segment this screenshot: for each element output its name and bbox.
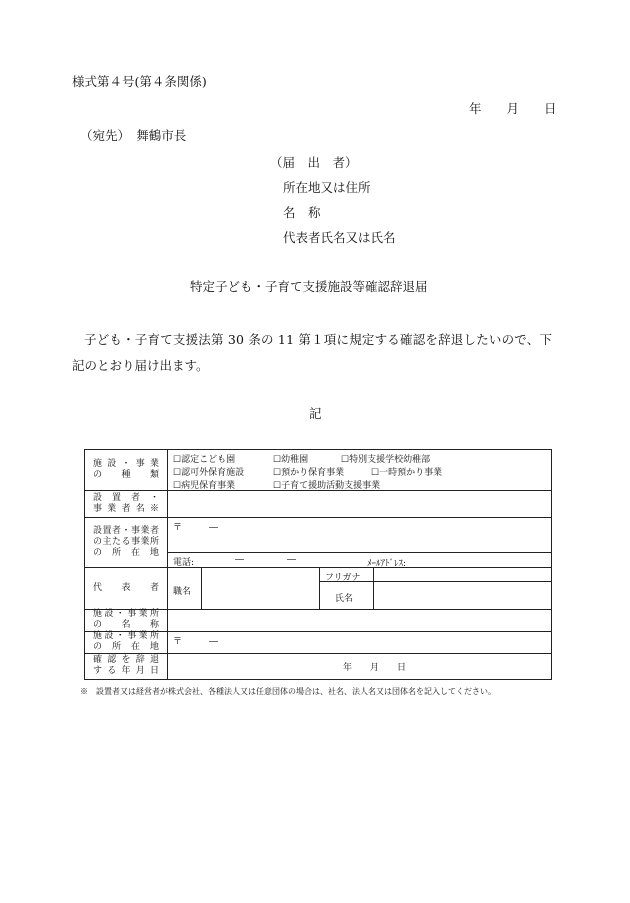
- application-table: [84, 449, 552, 680]
- facility-name-field[interactable]: [169, 611, 549, 629]
- furigana-field[interactable]: [375, 569, 549, 580]
- full-name-label: 氏名: [335, 594, 354, 604]
- operator-name-label: 設 置 者 ・ 事業者名※: [93, 492, 159, 514]
- body-text-line-2: 記のとおり届け出ます。: [72, 358, 209, 373]
- phone-separator-2: ―: [287, 555, 296, 565]
- footnote: ※ 設置者又は経営者が株式会社、各種法人又は任意団体の場合は、社名、法人名又は団体名を記入してください。: [80, 687, 496, 696]
- checkbox-kosodate-enjo[interactable]: ☐子育て援助活動支援事業: [273, 481, 381, 491]
- main-office-postal-field[interactable]: 〒 ―: [173, 523, 219, 533]
- checkbox-ichiji-azukari[interactable]: ☐一時預かり事業: [371, 468, 443, 478]
- representative-label: 代 表 者: [93, 582, 159, 593]
- facility-address-label: 施設・事業所 の 所 在 地: [93, 631, 159, 652]
- checkbox-tokubetsu-shien[interactable]: ☐特別支援学校幼稚部: [341, 455, 431, 465]
- facility-name-label: 施設・事業所 の 名 称: [93, 609, 159, 630]
- notifier-name-label: 名 称: [283, 205, 321, 220]
- notifier-address-label: 所在地又は住所: [283, 180, 371, 195]
- operator-name-field[interactable]: [169, 492, 549, 515]
- checkbox-youchien[interactable]: ☐幼稚園: [273, 455, 309, 465]
- ki-heading: 記: [309, 406, 322, 421]
- facility-postal-field[interactable]: 〒 ―: [173, 637, 219, 647]
- addressee: （宛先） 舞鶴市長: [80, 128, 187, 143]
- full-name-field[interactable]: [375, 583, 549, 607]
- main-office-address-label: 設置者・事業者 の主たる事業所 の 所 在 地: [93, 525, 159, 558]
- submission-date[interactable]: 年 月 日: [469, 101, 557, 116]
- form-number: 様式第４号(第４条関係): [72, 74, 207, 89]
- phone-label: 電話:: [173, 558, 195, 568]
- document-title: 特定子ども・子育て支援施設等確認辞退届: [190, 279, 428, 294]
- withdrawal-date-label: 確認を辞退 する年月日: [93, 655, 159, 676]
- job-title-label: 職名: [173, 587, 192, 597]
- notifier-representative-label: 代表者氏名又は氏名: [283, 230, 396, 245]
- phone-separator-1: ―: [235, 555, 244, 565]
- checkbox-azukari-hoiku[interactable]: ☐預かり保育事業: [273, 468, 345, 478]
- facility-type-label: 施設・事業 の 種 類: [93, 459, 159, 480]
- checkbox-ninkagai-hoiku[interactable]: ☐認可外保育施設: [173, 468, 245, 478]
- withdrawal-date-field[interactable]: 年 月 日: [343, 663, 407, 673]
- checkbox-byouji-hoiku[interactable]: ☐病児保育事業: [173, 481, 236, 491]
- email-label: ﾒｰﾙｱﾄﾞﾚｽ:: [367, 559, 407, 569]
- furigana-label: フリガナ: [325, 573, 361, 583]
- job-title-field[interactable]: [203, 569, 317, 607]
- body-text-line-1: 子ども・子育て支援法第 30 条の 11 第１項に規定する確認を辞退したいので、下: [84, 332, 553, 347]
- notifier-heading: （届 出 者）: [270, 155, 358, 170]
- checkbox-nintei-kodomoen[interactable]: ☐認定こども園: [173, 455, 236, 465]
